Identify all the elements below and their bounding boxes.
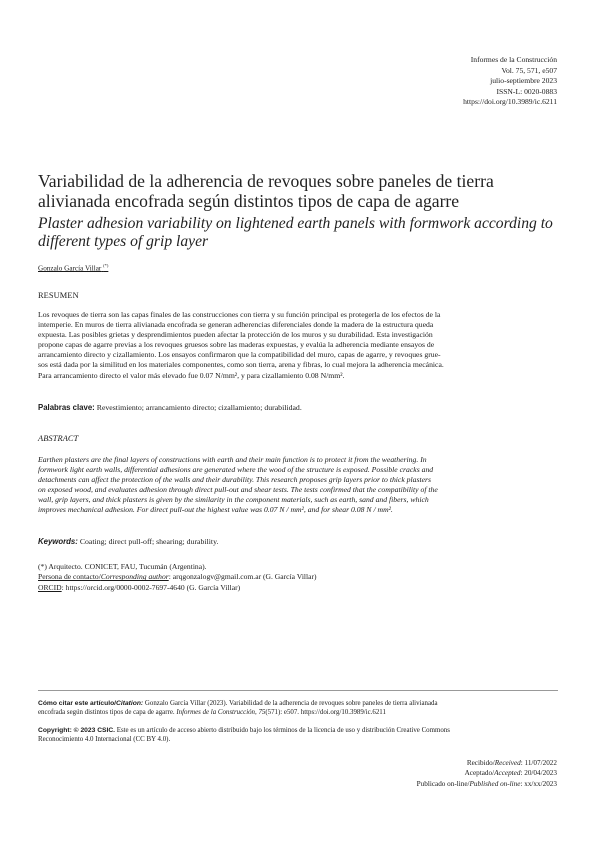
footer-divider <box>38 690 558 691</box>
received-value: : 11/07/2022 <box>520 759 557 767</box>
author-name: Gonzalo García Villar <box>38 264 102 273</box>
journal-issn: ISSN-L: 0020-0883 <box>496 86 557 96</box>
accepted-date <box>417 768 557 778</box>
published-label: Publicado on-line/ <box>416 779 470 788</box>
copyright-text: Este es un artículo de acceso abierto distribuido bajo los términos de la licencia de uso y distribución Creative Commons <box>115 727 450 734</box>
copyright-line-2: Reconocimiento 4.0 Internacional (CC BY 4.0). <box>38 736 171 744</box>
resumen-body <box>38 310 558 381</box>
received-label: Recibido/ <box>466 759 495 767</box>
published-date <box>417 779 557 789</box>
keywords-text: Coating; direct pull-off; shearing; durability. <box>79 537 219 546</box>
abstract-line: Earthen plasters are the final layers of constructions with earth and their main function is to protect it from the weathering. In <box>38 455 427 464</box>
abstract-line: wall, grip layers, and thick plasters is given by the similarity in the component materials, such as earth, sand and fibers, which <box>38 495 429 505</box>
accepted-label-en: Accepted <box>494 769 521 778</box>
resumen-line: expuesta. Las posibles grietas y desprendimientos pueden afectar la protección de los muros y su durabilidad. Esta investigación <box>38 330 433 340</box>
contact-email-link[interactable]: : arqgonzalogv@gmail.com.ar (G. García Villar) <box>168 572 317 582</box>
journal-doi-link[interactable]: https://doi.org/10.3989/ic.6211 <box>463 97 557 107</box>
citation-journal: Informes de la Construcción, 75 <box>176 709 266 717</box>
keywords <box>38 537 218 546</box>
published-value: : xx/xx/2023 <box>520 779 557 788</box>
palabras-clave <box>38 403 302 412</box>
contact-line <box>38 572 317 582</box>
copyright-block <box>38 726 560 744</box>
published-label-en: Published on-line <box>469 779 521 788</box>
citation-doi-link[interactable]: (571): e507. https://doi.org/10.3989/ic.6211 <box>265 709 386 717</box>
resumen-line: sos está dada por la similitud en los materiales componentes, como son tierra, arena y fibras, lo cual mejora la adherencia mecánica. <box>38 360 444 370</box>
journal-period: julio-septiembre 2023 <box>490 76 557 86</box>
copyright-label: Copyright: <box>38 727 72 734</box>
journal-volume: Vol. 75, 571, e507 <box>501 65 557 75</box>
abstract-line: improves mechanical adhesion. For direct pull-out the highest value was 0.07 N / mm², and for shear 0.08 N / mm². <box>38 505 393 515</box>
orcid-line <box>38 583 317 593</box>
palabras-clave-label: Palabras clave: <box>38 403 95 412</box>
resumen-line: Los revoques de tierra son las capas finales de las construcciones con tierra y su función principal es protegerla de los efectos de la <box>38 310 441 319</box>
article-dates <box>417 758 557 789</box>
citation-line-1 <box>38 699 560 708</box>
citation-label: Cómo citar este artículo/ <box>38 700 117 707</box>
resumen-line: arrancamiento directo y cizallamiento. Los ensayos confirmaron que la compatibilidad del muro, capas de agarre, y revoques grue- <box>38 350 441 360</box>
affiliation-line: (*) Arquitecto. CONICET, FAU, Tucumán (Argentina). <box>38 562 207 571</box>
resumen-line: Para arrancamiento directo el valor más elevado fue 0.07 N/mm², y para cizallamiento 0.08 N/mm². <box>38 370 345 380</box>
title-english: Plaster adhesion variability on lightened earth panels with formwork according to different types of grip layer <box>38 215 553 251</box>
received-date <box>417 758 557 768</box>
abstract-heading: ABSTRACT <box>38 434 79 443</box>
abstract-line: on exposed wood, and evaluates adhesion through direct pull-out and shear tests. The tests confirmed that the compatibility of the <box>38 485 438 495</box>
citation-label-en: Citation: <box>116 700 144 707</box>
citation-block <box>38 699 560 717</box>
abstract-body <box>38 455 558 516</box>
author-mark: (*) <box>103 263 109 268</box>
author-link[interactable] <box>38 263 108 272</box>
copyright-line-1 <box>38 726 560 735</box>
received-label-en: Received <box>494 759 521 767</box>
abstract-line: detachments can affect the protection of the walls and their durability. This research proposes grip layers prior to thick plasters <box>38 475 432 485</box>
accepted-label: Aceptado/ <box>464 769 495 778</box>
accepted-value: : 20/04/2023 <box>520 769 557 778</box>
title-spanish: Variabilidad de la adherencia de revoques sobre paneles de tierra alivianada encofrada según distintos tipos de capa de agarre <box>38 171 494 212</box>
abstract-line: formwork light earth walls, differential adhesions are generated where the wood of the structure is exposed. Possible cracks and <box>38 465 434 475</box>
journal-meta <box>297 55 557 108</box>
keywords-label: Keywords: <box>38 537 78 546</box>
contact-label-en: Corresponding author <box>100 572 169 582</box>
palabras-clave-text: Revestimiento; arrancamiento directo; cizallamiento; durabilidad. <box>96 403 302 412</box>
orcid-label: ORCID <box>38 582 62 592</box>
affiliation <box>38 562 317 593</box>
citation-text: Gonzalo García Villar (2023). Variabilidad de la adherencia de revoques sobre paneles de tierra alivianada <box>143 700 438 707</box>
contact-label: Persona de contacto/ <box>38 572 101 582</box>
resumen-line: intemperie. En muros de tierra alivianada encofrada se generan adherencias diferenciales donde la madera de la estructura queda <box>38 320 434 330</box>
resumen-line: propone capas de agarre previas a los revoques gruesos sobre las maderas expuestas, y evalúa la adherencia mediante ensayos de <box>38 340 435 350</box>
copyright-holder: © 2023 CSIC. <box>71 727 116 734</box>
orcid-link[interactable]: : https://orcid.org/0000-0002-7697-4640 (G. García Villar) <box>61 582 241 592</box>
citation-text-2: encofrada según distintos tipos de capa de agarre. <box>38 709 177 717</box>
citation-line-2 <box>38 708 560 717</box>
resumen-heading: RESUMEN <box>38 291 79 300</box>
journal-name: Informes de la Construcción <box>470 55 557 64</box>
